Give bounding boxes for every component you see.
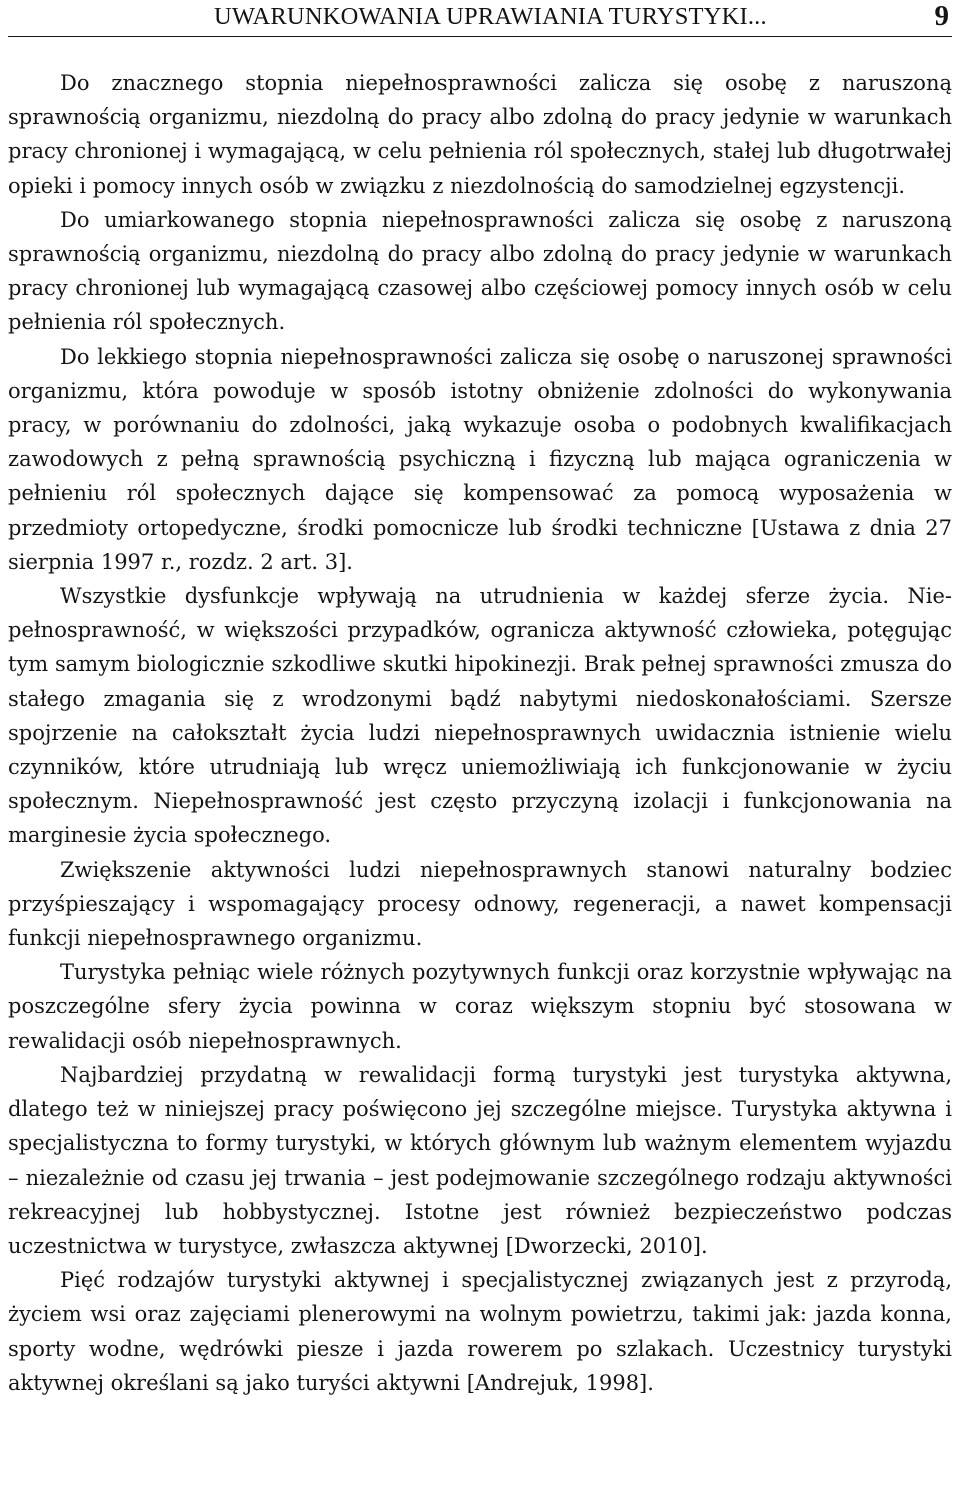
paragraph: Najbardziej przydatną w rewalidacji formą turystyki jest turystyka aktywna, dlatego też w niniejszej pracy poświęcono jej szczególne miejsce. Turystyka aktywna i specjalistyczna to formy turystyki, w których głównym lub ważnym elementem wyjazdu – niezależnie od czasu jej trwania – jest podejmowanie szczególnego rodzaju aktywności rekreacyjnej lub hobbystycznej. Istotne jest również bezpieczeństwo podczas uczestnictwa w turystyce, zwłaszcza aktywnej [Dworzecki, 2010]. [8,1062,952,1258]
paragraph: Turystyka pełniąc wiele różnych pozytywnych funkcji oraz korzystnie wpływając na poszczególne sfery życia powinna w coraz większym stopniu być stosowana w rewalidacji osób niepełnosprawnych. [8,960,952,1053]
paragraph: Do znacznego stopnia niepełnosprawności zalicza się osobę z naruszoną sprawnością organizmu, niezdolną do pracy albo zdolną do pracy jedynie w warunkach pracy chronionej i wymagającą, w celu pełnienia ról społecznych, stałej lub długotrwałej opieki i pomocy innych osób w związku z niezdolnością do samodzielnej egzystencji. [8,71,952,198]
body-text [8,66,952,1400]
paragraph: Zwiększenie aktywności ludzi niepełnosprawnych stanowi naturalny bodziec przyśpieszający i wspomagający procesy odnowy, regeneracji, a nawet kompensacji funkcji niepełnosprawnego organizmu. [8,857,952,951]
paragraph: Wszystkie dysfunkcje wpływają na utrudnienia w każdej sferze życia. Niepełnosprawność, w większości przypadków, ogranicza aktywność człowieka, potęgując tym samym biologicznie szkodliwe skutki hipokinezji. Brak pełnej sprawności zmusza do stałego zmagania się z wrodzonymi bądź nabytymi niedoskonałościami. Szersze spojrzenie na całokształt życia ludzi niepełnosprawnych uwidacznia istnienie wielu czynników, które utrudniają lub wręcz uniemożliwiają ich funkcjonowanie w życiu społecznym. Niepełnosprawność jest często przyczyną izolacji i funkcjonowania na marginesie życia społecznego. [8,584,952,848]
page-header [8,0,952,37]
paragraph: Do lekkiego stopnia niepełnosprawności zalicza się osobę o naruszonej sprawności organizmu, która powoduje w sposób istotny obniżenie zdolności do wykonywania pracy, w porównaniu do zdolności, jaką wykazuje osoba o podobnych kwalifikacjach zawodowych z pełną sprawnością psychiczną i fizyczną lub mająca ograniczenia w pełnieniu ról społecznych dające się kompensować za pomocą wyposażenia w przedmioty ortopedyczne, środki pomocnicze lub środki techniczne [Ustawa z dnia 27 sierpnia 1997 r., rozdz. 2 art. 3]. [8,344,952,574]
page-number: 9 [934,0,949,32]
running-head: UWARUNKOWANIA UPRAWIANIA TURYSTYKI... [214,3,767,30]
paragraph: Pięć rodzajów turystyki aktywnej i specjalistycznej związanych jest z przyrodą, życiem wsi oraz zajęciami plenerowymi na wolnym powietrzu, takimi jak: jazda konna, sporty wodne, wędrówki piesze i jazda rowerem po szlakach. Uczestnicy turystyki aktywnej określani są jako turyści aktywni [Andrejuk, 1998]. [8,1268,952,1395]
paragraph: Do umiarkowanego stopnia niepełnosprawności zalicza się osobę z naruszoną sprawnością organizmu, niezdolną do pracy albo zdolną do pracy jedynie w warunkach pracy chronionej lub wymagającą czasowej albo częściowej pomocy innych osób w celu pełnienia ról społecznych. [8,207,952,335]
